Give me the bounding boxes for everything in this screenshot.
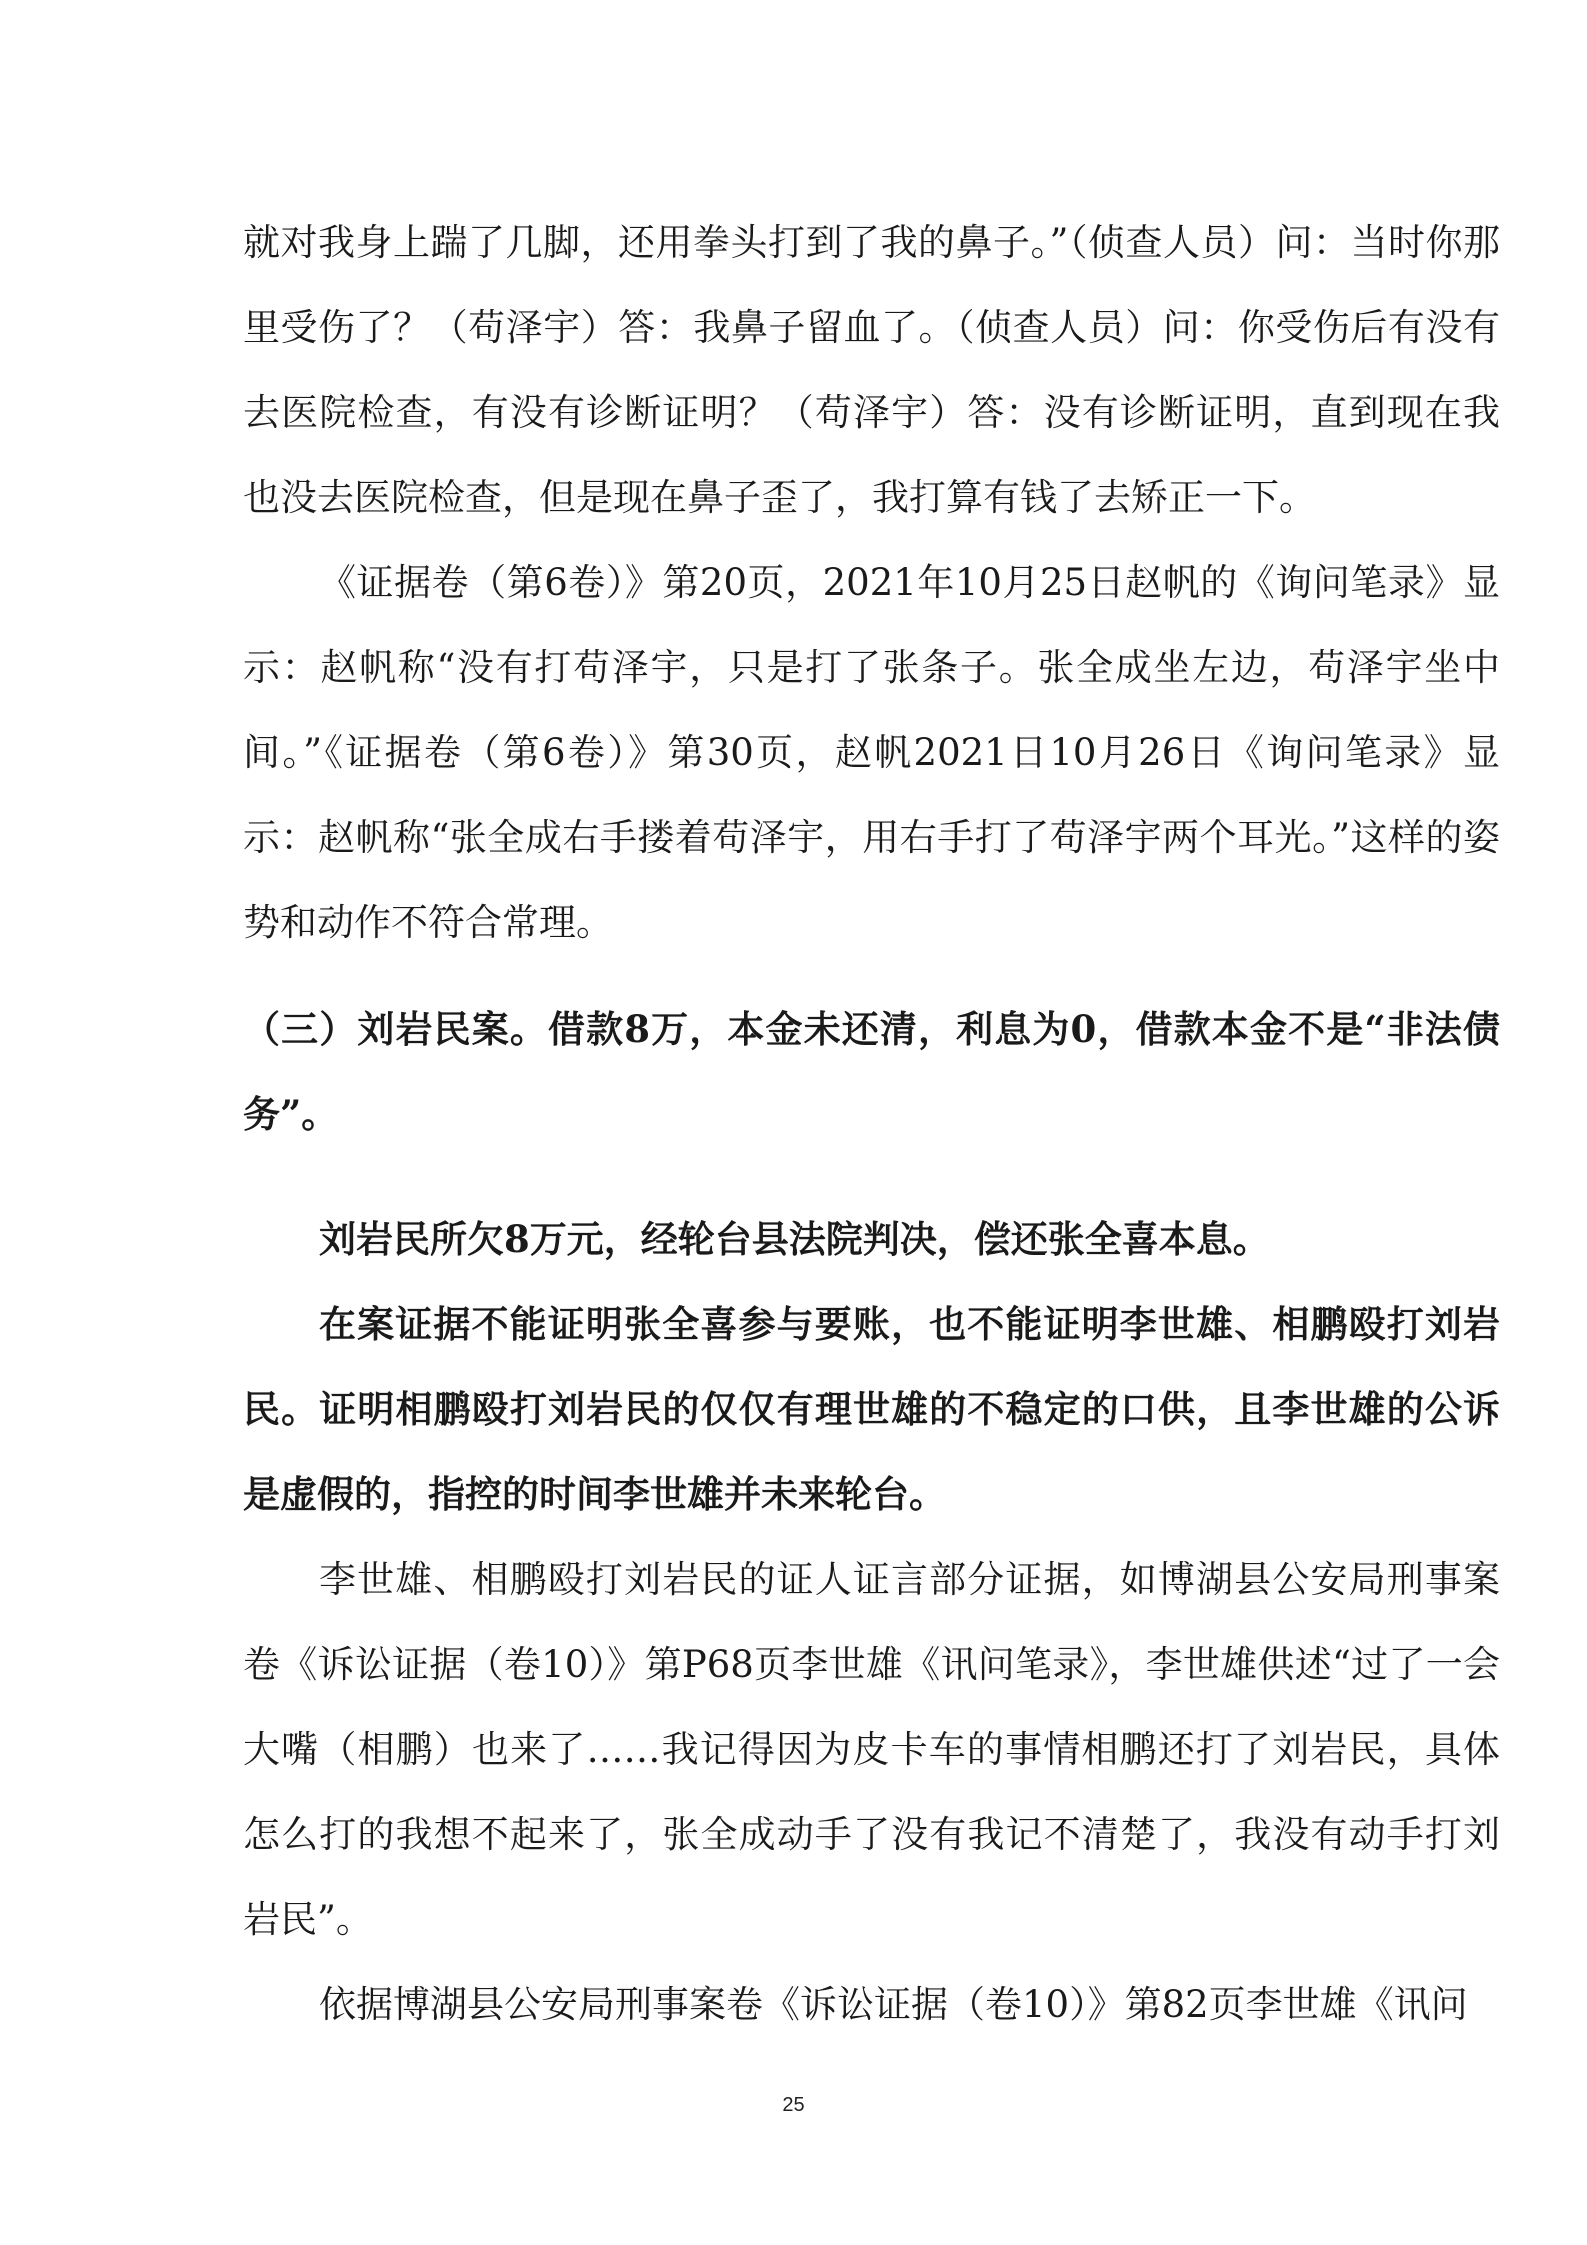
paragraph-testimony-continuation: 就对我身上踹了几脚，还用拳头打到了我的鼻子。”（侦查人员）问：当时你那里受伤了？（苟泽宇）答：我鼻子留血了。（侦查人员）问：你受伤后有没有去医院检查，有没有诊断证明？（苟泽宇）答：没有诊断证明，直到现在我也没去医院检查，但是现在鼻子歪了，我打算有钱了去矫正一下。 [243,221,1500,519]
document-body [243,200,1500,2047]
paragraph-evidence-insufficient: 在案证据不能证明张全喜参与要账，也不能证明李世雄、相鹏殴打刘岩民。证明相鹏殴打刘岩民的仅仅有理世雄的不稳定的口供，且李世雄的公诉是虚假的，指控的时间李世雄并未来轮台。 [243,1302,1500,1516]
paragraph-liu-yanmin-debt: 刘岩民所欠8万元，经轮台县法院判决，偿还张全喜本息。 [319,1217,1270,1261]
section-heading-liu-yanmin-case: （三）刘岩民案。借款8万，本金未还清，利息为0，借款本金不是“非法债务”。 [243,1007,1500,1136]
page-number: 25 [782,2094,805,2116]
paragraph-witness-testimony: 李世雄、相鹏殴打刘岩民的证人证言部分证据，如博湖县公安局刑事案卷《诉讼证据（卷10）》第P68页李世雄《讯问笔录》，李世雄供述“过了一会大嘴（相鹏）也来了……我记得因为皮卡车的事情相鹏还打了刘岩民，具体怎么打的我想不起来了，张全成动手了没有我记不清楚了，我没有动手打刘岩民”。 [243,1558,1500,1941]
paragraph-interrogation-record: 依据博湖县公安局刑事案卷《诉讼证据（卷10）》第82页李世雄《讯问 [319,1983,1468,2026]
paragraph-zhao-fan-records: 《证据卷（第6卷）》第20页，2021年10月25日赵帆的《询问笔录》显示：赵帆称“没有打苟泽宇，只是打了张条子。张全成坐左边，苟泽宇坐中间。”《证据卷（第6卷）》第30页，赵帆2021日10月26日《询问笔录》显示：赵帆称“张全成右手搂着苟泽宇，用右手打了苟泽宇两个耳光。”这样的姿势和动作不符合常理。 [243,561,1500,944]
